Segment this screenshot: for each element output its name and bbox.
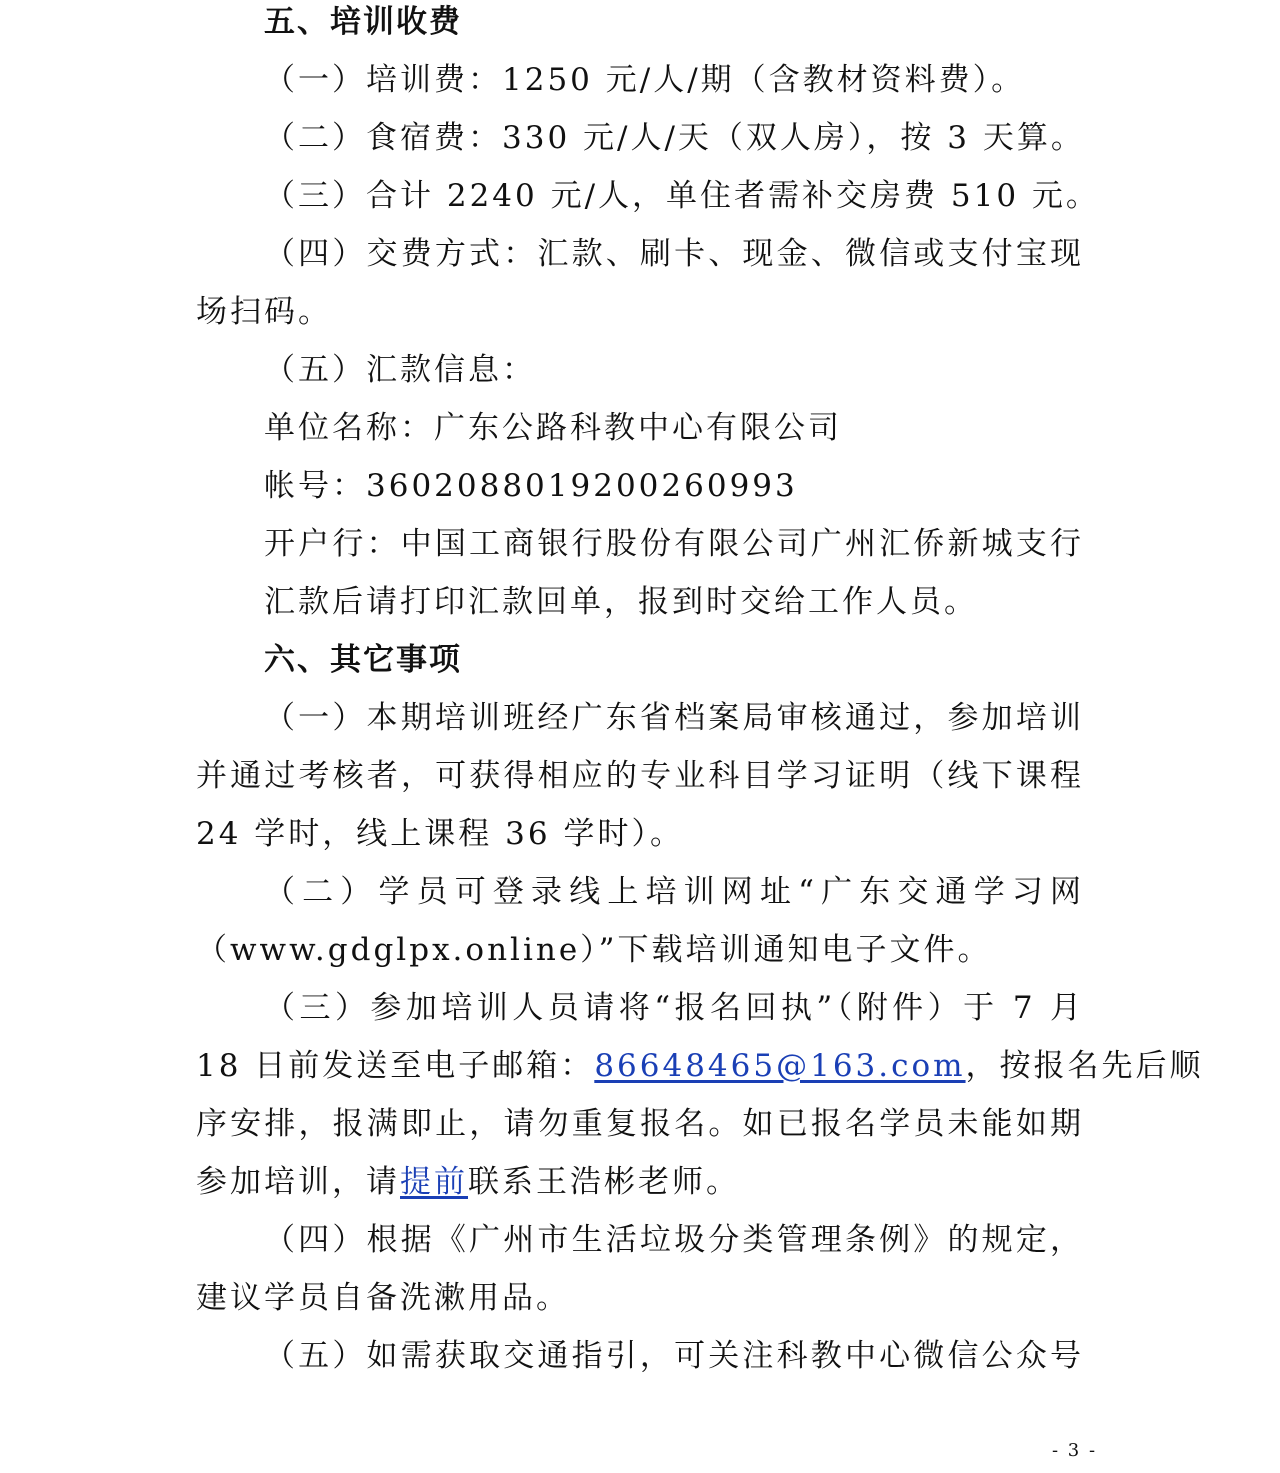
fee-item-accommodation: （二）食宿费：330 元/人/天（双人房），按 3 天算。 bbox=[264, 120, 1085, 156]
other-item-4-cont: 建议学员自备洗漱用品。 bbox=[196, 1280, 570, 1316]
page-number: - 3 - bbox=[1052, 1440, 1098, 1461]
fee-item-total: （三）合计 2240 元/人，单住者需补交房费 510 元。 bbox=[264, 178, 1100, 214]
section-heading-fees: 五、培训收费 bbox=[264, 4, 462, 40]
other-item-2: （二）学员可登录线上培训网址“广东交通学习网 bbox=[264, 874, 1084, 910]
other-item-3-email-line bbox=[196, 1046, 1204, 1086]
advance-marked-text: 提前 bbox=[400, 1164, 468, 1200]
fee-item-remittance: （五）汇款信息： bbox=[264, 352, 536, 388]
other-item-1: （一）本期培训班经广东省档案局审核通过，参加培训 bbox=[264, 700, 1084, 736]
fee-item-training: （一）培训费：1250 元/人/期（含教材资料费）。 bbox=[264, 62, 1026, 98]
fee-item-payment-method-cont: 场扫码。 bbox=[196, 294, 332, 330]
other-item-5: （五）如需获取交通指引，可关注科教中心微信公众号 bbox=[264, 1338, 1084, 1374]
other-item-3-end bbox=[196, 1162, 1096, 1202]
fee-item-payment-method: （四）交费方式：汇款、刷卡、现金、微信或支付宝现 bbox=[264, 236, 1084, 272]
other-item-1-cont: 并通过考核者，可获得相应的专业科目学习证明（线下课程 bbox=[196, 758, 1084, 794]
remittance-note: 汇款后请打印汇款回单，报到时交给工作人员。 bbox=[264, 584, 978, 620]
email-suffix: ，按报名先后顺 bbox=[965, 1048, 1204, 1084]
remittance-bank: 开户行：中国工商银行股份有限公司广州汇侨新城支行 bbox=[264, 526, 1084, 562]
contact-suffix: 联系王浩彬老师。 bbox=[468, 1164, 740, 1200]
other-item-3: （三）参加培训人员请将“报名回执”（附件）于 7 月 bbox=[264, 990, 1084, 1026]
other-item-3-cont: 序安排，报满即止，请勿重复报名。如已报名学员未能如期 bbox=[196, 1106, 1084, 1142]
email-prefix: 18 日前发送至电子邮箱： bbox=[196, 1048, 595, 1084]
contact-prefix: 参加培训，请 bbox=[196, 1164, 400, 1200]
email-link[interactable]: 86648465@163.com bbox=[594, 1048, 966, 1084]
remittance-unit-name: 单位名称：广东公路科教中心有限公司 bbox=[264, 410, 842, 446]
other-item-2-cont: （www.gdglpx.online）”下载培训通知电子文件。 bbox=[196, 932, 992, 968]
section-heading-other: 六、其它事项 bbox=[264, 642, 462, 678]
other-item-1-end: 24 学时，线上课程 36 学时）。 bbox=[196, 816, 684, 852]
other-item-4: （四）根据《广州市生活垃圾分类管理条例》的规定， bbox=[264, 1222, 1084, 1258]
remittance-account: 帐号：3602088019200260993 bbox=[264, 468, 798, 504]
